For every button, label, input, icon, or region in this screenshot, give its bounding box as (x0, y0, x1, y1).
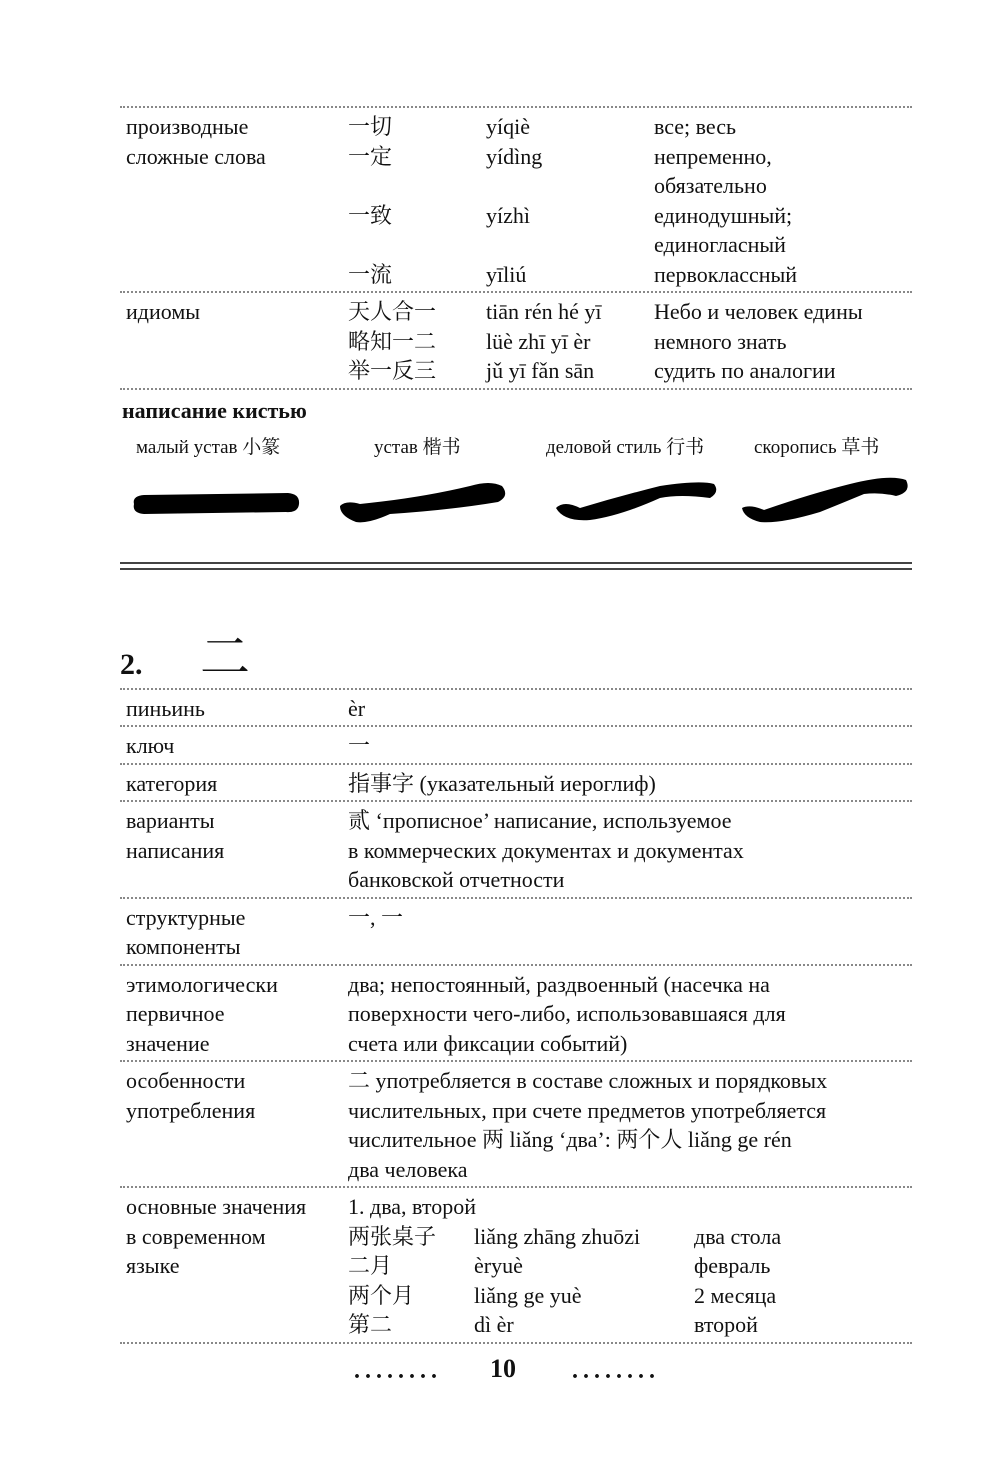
stroke-running (556, 482, 716, 520)
style-label-cursive: скоропись 草书 (754, 436, 880, 458)
hanzi: 天人合一 (348, 299, 437, 324)
row-value: два человека (348, 1156, 468, 1182)
row-value: счета или фиксации событий) (348, 1030, 628, 1056)
row-value: два; непостоянный, раздвоенный (насечка на (348, 971, 770, 997)
row-value: èr (348, 695, 366, 721)
row-label: первичное (126, 1001, 225, 1026)
usage-row (120, 1060, 912, 1186)
row-label: структурные (126, 904, 246, 930)
hanzi: 二月 (348, 1253, 393, 1278)
meaning: первоклассный (654, 261, 798, 287)
meaning: второй (694, 1312, 758, 1337)
meaning: непременно, (654, 143, 772, 169)
pinyin (486, 171, 654, 201)
category-row (120, 763, 912, 801)
meaning: единогласный (654, 232, 786, 257)
row-label: основные значения (126, 1194, 307, 1219)
section-divider (120, 562, 912, 570)
row-value: банковской отчетности (348, 867, 565, 892)
row-label: написания (126, 837, 225, 863)
row-label: идиомы (126, 299, 201, 324)
etymology-row (120, 964, 912, 1061)
hanzi: 第二 (348, 1312, 393, 1337)
row-value: 指事字 (указательный иероглиф) (348, 770, 656, 796)
example-row (348, 1251, 912, 1281)
row-label: этимологически (126, 971, 278, 997)
hanzi (348, 230, 486, 260)
pinyin: liǎng zhāng zhuōzi (474, 1223, 641, 1249)
variants-row (120, 800, 912, 897)
meaning: судить по аналогии (654, 358, 836, 383)
pinyin: jǔ yī fǎn sān (486, 358, 595, 383)
footer-dots-right: ........ (572, 1358, 660, 1384)
row-value: 二 употребляется в составе сложных и порядковых (348, 1068, 828, 1093)
brush-strokes-svg (120, 464, 912, 554)
row-label: пиньинь (126, 695, 205, 721)
hanzi: 一致 (348, 202, 393, 228)
footer-dots-left: ........ (354, 1358, 442, 1384)
derived-words-row (120, 106, 912, 291)
page-footer (0, 1352, 1000, 1392)
pinyin-row (120, 688, 912, 726)
row-value: числительное 两 liǎng ‘два’: 两个人 liǎng ge rén (348, 1127, 792, 1152)
row-value: в коммерческих документах и документах (348, 837, 744, 863)
hanzi: 一流 (348, 261, 393, 287)
hanzi: 两个月 (348, 1282, 415, 1308)
stroke-regular (340, 483, 505, 522)
brush-style-labels (120, 432, 912, 464)
pinyin: lüè zhī yī èr (486, 328, 591, 354)
pinyin: yīliú (486, 261, 527, 287)
meaning: все; весь (654, 114, 737, 139)
idioms-row (120, 291, 912, 390)
meaning: 2 месяца (694, 1282, 777, 1308)
pinyin: liǎng ge yuè (474, 1282, 582, 1308)
example-row (348, 1310, 912, 1340)
hanzi: 举一反三 (348, 358, 437, 383)
row-label: варианты (126, 808, 215, 833)
row-value: числительных, при счете предметов употребляется (348, 1097, 827, 1123)
page-content (120, 106, 912, 1344)
row-value: поверхности чего-либо, использовавшаяся для (348, 1001, 786, 1026)
hanzi: 一切 (348, 114, 393, 139)
components-row (120, 897, 912, 964)
meaning-heading: 1. два, второй (348, 1194, 476, 1219)
row-value: 一, 一 (348, 904, 404, 930)
pinyin: yídìng (486, 143, 543, 169)
brush-heading: написание кистью (122, 397, 307, 423)
pinyin: yíqiè (486, 114, 530, 139)
meanings-row (120, 1186, 912, 1344)
row-label: употребления (126, 1097, 256, 1123)
row-label: языке (126, 1253, 180, 1278)
row-label: значение (126, 1030, 210, 1056)
row-value: 一 (348, 733, 371, 758)
pinyin: tiān rén hé yī (486, 299, 602, 324)
hanzi: 一定 (348, 143, 393, 169)
pinyin: dì èr (474, 1312, 514, 1337)
meaning: единодушный; (654, 202, 793, 228)
example-row (348, 1281, 912, 1311)
meaning: два стола (694, 1223, 782, 1249)
row-label: компоненты (126, 934, 241, 959)
radical-row (120, 725, 912, 763)
stroke-seal (134, 493, 299, 514)
hanzi: 略知一二 (348, 328, 437, 354)
entry-number: 2. (120, 647, 143, 681)
pinyin (486, 230, 654, 260)
meaning: обязательно (654, 173, 767, 198)
row-label: категория (126, 770, 218, 796)
style-label-regular: устав 楷书 (374, 436, 461, 458)
pinyin: yízhì (486, 202, 530, 228)
entry-character: 二 (200, 628, 250, 685)
brush-strokes (120, 464, 912, 554)
row-label: сложные слова (126, 143, 266, 169)
row-label: в современном (126, 1223, 266, 1249)
row-label: производные (126, 114, 249, 139)
entry-heading (120, 614, 912, 688)
meaning: Небо и человек едины (654, 299, 863, 324)
row-label: особенности (126, 1068, 246, 1093)
hanzi (348, 171, 486, 201)
meaning: немного знать (654, 328, 787, 354)
example-row (348, 1222, 912, 1252)
row-label: ключ (126, 733, 175, 758)
row-value: 贰 ‘прописное’ написание, используемое (348, 808, 732, 833)
stroke-cursive (742, 477, 908, 522)
hanzi: 两张桌子 (348, 1223, 437, 1249)
style-label-seal: малый устав 小篆 (136, 436, 281, 458)
meaning: февраль (694, 1253, 771, 1278)
page-number: 10 (490, 1354, 516, 1383)
pinyin: èryuè (474, 1253, 523, 1278)
style-label-running: деловой стиль 行书 (546, 436, 705, 458)
